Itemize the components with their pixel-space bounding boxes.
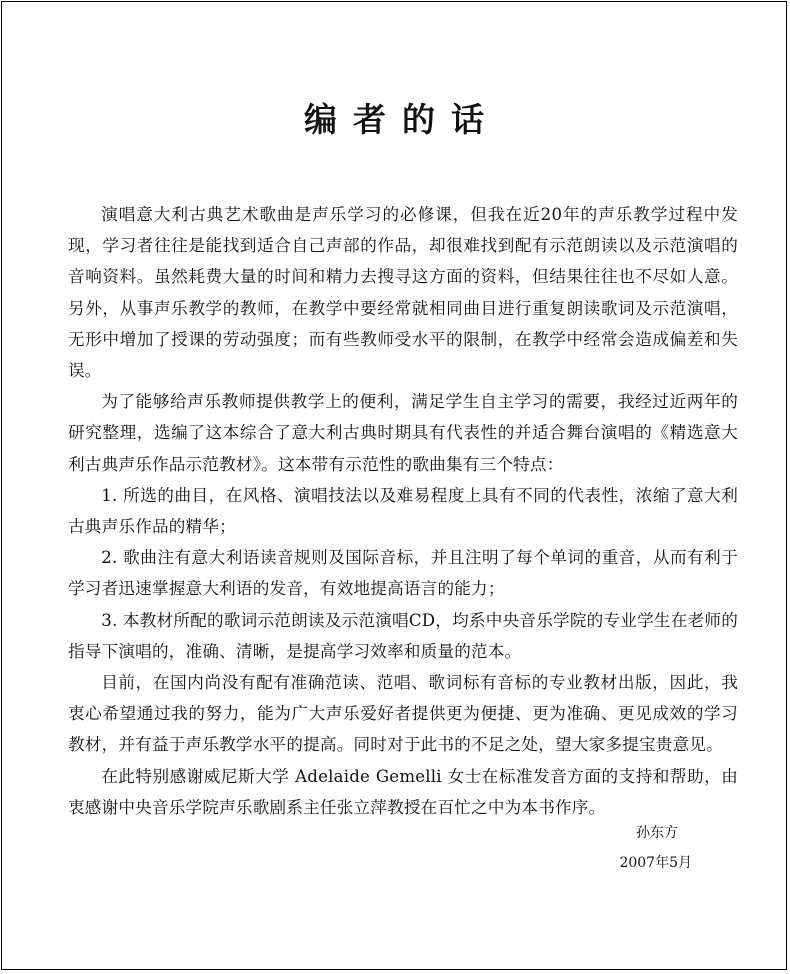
paragraph-7: 在此特别感谢威尼斯大学 Adelaide Gemelli 女士在标准发音方面的支持和帮助，由衷感谢中央音乐学院声乐歌剧系主任张立萍教授在百忙之中为本书作序。 <box>68 766 738 817</box>
signature-date: 2007年5月 <box>619 855 692 871</box>
document-page <box>1 1 787 970</box>
author-signature: 孙东方 <box>636 825 678 841</box>
paragraph-5: 3. 本教材所配的歌词示范朗读及示范演唱CD，均系中央音乐学院的专业学生在老师的指导下演唱的，准确、清晰，是提高学习效率和质量的范本。 <box>68 610 738 661</box>
document-body <box>68 199 738 823</box>
page-title: 编者的话 <box>304 100 500 139</box>
paragraph-4: 2. 歌曲注有意大利语读音规则及国际音标，并且注明了每个单词的重音，从而有利于学习者迅速掌握意大利语的发音，有效地提高语言的能力； <box>68 548 738 599</box>
paragraph-3: 1. 所选的曲目，在风格、演唱技法以及难易程度上具有不同的代表性，浓缩了意大利古典声乐作品的精华； <box>68 485 738 537</box>
paragraph-1: 演唱意大利古典艺术歌曲是声乐学习的必修课，但我在近20年的声乐教学过程中发现，学习者往往是能找到适合自己声部的作品，却很难找到配有示范朗读以及示范演唱的音响资料。虽然耗费大量的时间和精力去搜寻这方面的资料，但结果往往也不尽如人意。另外，从事声乐教学的教师，在教学中要经常就相同曲目进行重复朗读歌词及示范演唱，无形中增加了授课的劳动强度；而有些教师受水平的限制，在教学中经常会造成偏差和失误。 <box>68 205 738 381</box>
paragraph-6: 目前，在国内尚没有配有准确范读、范唱、歌词标有音标的专业教材出版，因此，我衷心希望通过我的努力，能为广大声乐爱好者提供更为便捷、更为准确、更见成效的学习教材，并有益于声乐教学水平的提高。同时对于此书的不足之处，望大家多提宝贵意见。 <box>68 673 738 755</box>
paragraph-2: 为了能够给声乐教师提供教学上的便利，满足学生自主学习的需要，我经过近两年的研究整理，选编了这本综合了意大利古典时期具有代表性的并适合舞台演唱的《精选意大利古典声乐作品示范教材》。这本带有示范性的歌曲集有三个特点： <box>68 392 738 474</box>
